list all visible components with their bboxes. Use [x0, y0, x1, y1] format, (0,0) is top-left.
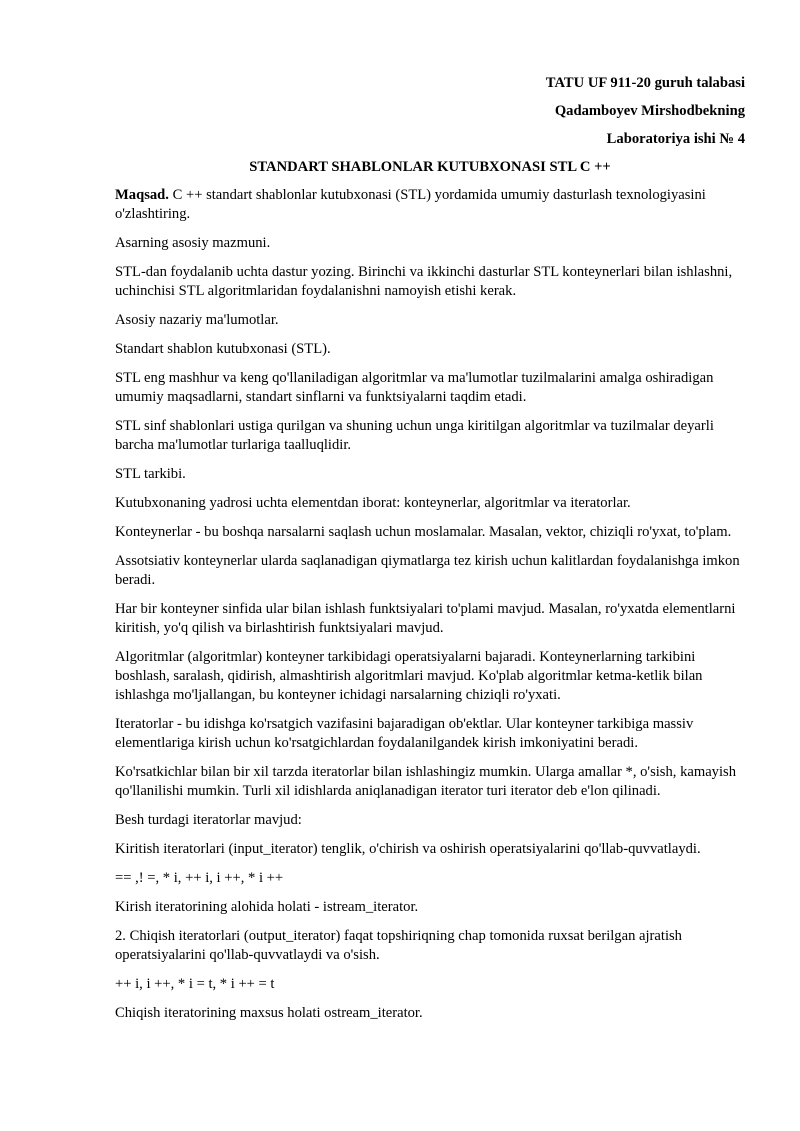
- paragraph: Kutubxonaning yadrosi uchta elementdan iborat: konteynerlar, algoritmlar va iteratorlar.: [115, 495, 631, 511]
- document-body: [115, 74, 745, 1033]
- paragraph: Konteynerlar - bu boshqa narsalarni saqlash uchun moslamalar. Masalan, vektor, chiziqli ro'yxat, to'plam.: [115, 524, 732, 540]
- paragraph: Kiritish iteratorlari (input_iterator) tenglik, o'chirish va oshirish operatsiyalarini qo'llab-quvvatlaydi.: [115, 841, 701, 857]
- paragraph-composition-heading: STL tarkibi.: [115, 466, 186, 482]
- paragraph-section-heading: Asarning asosiy mazmuni.: [115, 235, 271, 251]
- paragraph: STL sinf shablonlari ustiga qurilgan va shuning uchun unga kiritilgan algoritmlar va tuzilmalar deyarli barcha ma'lumotlar turlariga taalluqlidir.: [115, 418, 714, 453]
- purpose-paragraph: [115, 186, 745, 224]
- paragraph: Har bir konteyner sinfida ular bilan ishlash funktsiyalari to'plami mavjud. Masalan, ro'yxatda elementlarni kiritish, yo'q qilish va birlashtirish funktsiyalari mavjud.: [115, 601, 736, 636]
- paragraph: Ko'rsatkichlar bilan bir xil tarzda iteratorlar bilan ishlashingiz mumkin. Ularga amallar *, o'sish, kamayish qo'llanilishi mumkin. Turli xil idishlarda aniqlanadigan iterator turi iterator deb e'lon qilinadi.: [115, 764, 737, 799]
- paragraph: Iteratorlar - bu idishga ko'rsatgich vazifasini bajaradigan ob'ektlar. Ular konteyner tarkibiga massiv elementlariga kirish uchun ko'rsatgichlardan foydalanilgandek kirish imkoniyatini beradi.: [115, 716, 694, 751]
- paragraph: Kirish iteratorining alohida holati - istream_iterator.: [115, 899, 419, 915]
- purpose-label: Maqsad.: [115, 187, 169, 203]
- paragraph: Algoritmlar (algoritmlar) konteyner tarkibidagi operatsiyalarni bajaradi. Konteynerlarning tarkibini boshlash, saralash, qidirish, almashtirish algoritmlari mavjud. Ko'plab algoritmlar ketma-ketlik bilan ishlashga mo'ljallangan, bu konteyner ichidagi narsalarning chiziqli ro'yxati.: [115, 649, 703, 703]
- code-line: == ,! =, * i, ++ i, i ++, * i ++: [115, 870, 284, 886]
- paragraph-task: STL-dan foydalanib uchta dastur yozing. Birinchi va ikkinchi dasturlar STL konteynerlari bilan ishlashni, uchinchisi STL algoritmlaridan foydalanishni namoyish etishi kerak.: [115, 264, 733, 299]
- code-line: ++ i, i ++, * i = t, * i ++ = t: [115, 976, 275, 992]
- paragraph-stl-heading: Standart shablon kutubxonasi (STL).: [115, 341, 331, 357]
- paragraph: Besh turdagi iteratorlar mavjud:: [115, 812, 302, 828]
- header-student: Qadamboyev Mirshodbekning: [554, 103, 745, 119]
- paragraph: Chiqish iteratorining maxsus holati ostream_iterator.: [115, 1005, 423, 1021]
- header-lab: Laboratoriya ishi № 4: [606, 131, 745, 147]
- paragraph-theory-heading: Asosiy nazariy ma'lumotlar.: [115, 312, 279, 328]
- paragraph: STL eng mashhur va keng qo'llaniladigan algoritmlar va ma'lumotlar tuzilmalarini amalga oshiradigan umumiy maqsadlarni, standart sinflarni va funktsiyalarni taqdim etadi.: [115, 370, 714, 405]
- document-title: STANDART SHABLONLAR KUTUBXONASI STL C ++: [249, 159, 611, 175]
- purpose-text: C ++ standart shablonlar kutubxonasi (STL) yordamida umumiy dasturlash texnologiyasini o'zlashtiring.: [115, 187, 706, 222]
- paragraph: 2. Chiqish iteratorlari (output_iterator) faqat topshiriqning chap tomonida ruxsat berilgan ajratish operatsiyalarini qo'llab-quvvatlaydi va o'sish.: [115, 928, 682, 963]
- paragraph: Assotsiativ konteynerlar ularda saqlanadigan qiymatlarga tez kirish uchun kalitlardan foydalanishga imkon beradi.: [115, 553, 740, 588]
- header-group: TATU UF 911-20 guruh talabasi: [545, 75, 745, 91]
